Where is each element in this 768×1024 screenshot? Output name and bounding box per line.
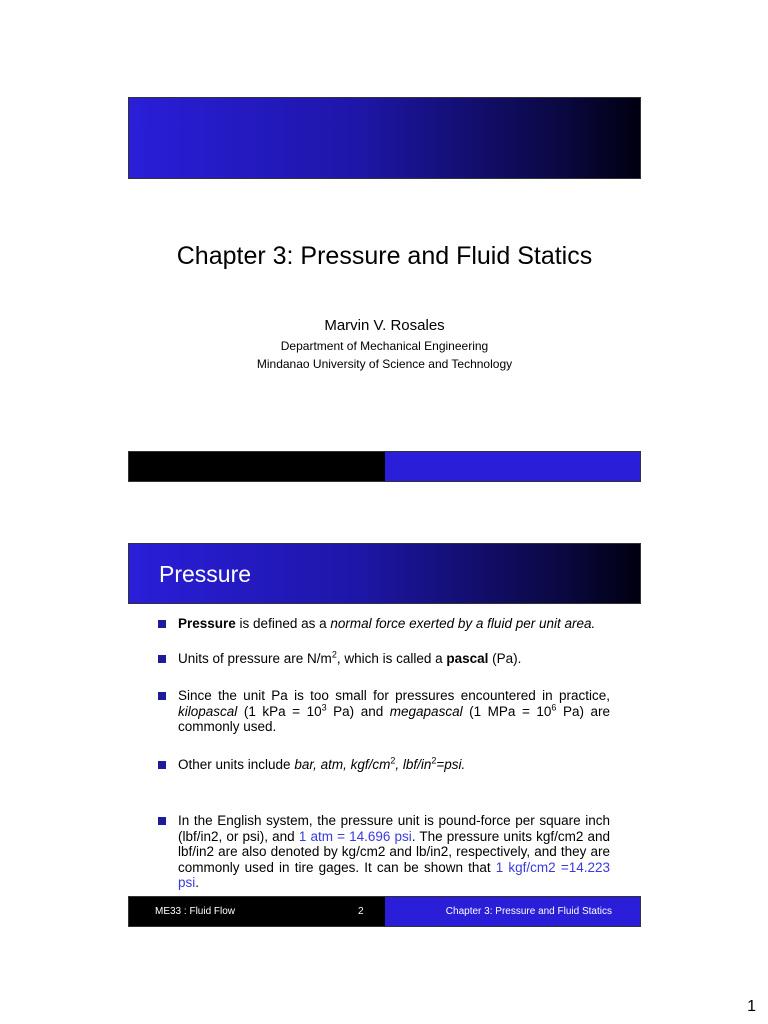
slide1-title: Chapter 3: Pressure and Fluid Statics <box>176 242 593 270</box>
slide1-header-banner <box>128 97 641 179</box>
superscript: 2 <box>331 649 337 660</box>
bullet-square-icon <box>158 692 166 700</box>
slide2-footer-bar <box>128 896 641 927</box>
term-pressure: Pressure <box>178 616 236 631</box>
superscript: 2 <box>431 755 437 766</box>
text: Since the unit Pa is too small for pressures encountered in practice, <box>178 688 610 703</box>
bullet-english-system <box>158 813 610 891</box>
bullet-definition <box>158 616 610 632</box>
definition-text: normal force exerted by a fluid per unit area. <box>330 616 596 631</box>
footer-chapter: Chapter 3: Pressure and Fluid Statics <box>445 906 612 917</box>
page-number: 1 <box>747 998 756 1015</box>
bullet-square-icon <box>158 620 166 628</box>
text: , which is called a <box>336 651 447 666</box>
slide1-footer-blue <box>385 452 640 481</box>
slide1-footer-black <box>129 452 385 481</box>
footer-slide-number: 2 <box>358 906 364 917</box>
text: . <box>195 875 200 890</box>
text: Pa) are commonly used. <box>178 703 610 734</box>
slide1-footer-bar <box>128 451 641 482</box>
slide1-affiliation <box>128 337 641 373</box>
term-pascal: pascal <box>446 651 489 666</box>
text: (1 kPa = 10 <box>237 703 322 719</box>
text: Other units include <box>178 757 295 772</box>
units-text: =psi. <box>436 757 466 772</box>
atm-conversion: 1 atm = 14.696 psi <box>298 828 412 844</box>
bullet-square-icon <box>158 817 166 825</box>
slide1-author: Marvin V. Rosales <box>324 317 445 334</box>
text: . The pressure units kgf/cm2 and lbf/in2 are also denoted by kg/cm2 and lb/in2, respectively, and they are commonly used in tire gages. It can be shown that <box>178 828 610 875</box>
slide1-department: Department of Mechanical Engineering <box>280 339 489 353</box>
superscript: 2 <box>390 755 396 766</box>
bullet-square-icon <box>158 761 166 769</box>
bullet-square-icon <box>158 655 166 663</box>
units-text: , lbf/in <box>395 757 432 772</box>
superscript: 6 <box>551 702 557 712</box>
slide2-footer-left <box>129 897 385 926</box>
term-megapascal: megapascal <box>389 703 463 719</box>
text: In the English system, the pressure unit is pound-force per square inch (lbf/in2, or psi), and <box>178 813 610 844</box>
bullet-other-units <box>158 757 610 773</box>
text: Pa) and <box>326 703 390 719</box>
bullet-kpa-mpa <box>158 688 610 735</box>
footer-course: ME33 : Fluid Flow <box>155 906 236 917</box>
units-text: bar, atm, kgf/cm <box>294 757 391 772</box>
term-kilopascal: kilopascal <box>178 703 238 719</box>
slide1-university: Mindanao University of Science and Technology <box>256 357 513 371</box>
text: (Pa). <box>488 651 522 666</box>
text: is defined as a <box>235 616 331 631</box>
superscript: 3 <box>321 702 327 712</box>
text: (1 MPa = 10 <box>462 703 552 719</box>
slide2-footer-right <box>385 897 640 926</box>
slide2-heading: Pressure <box>159 561 252 587</box>
bullet-units <box>158 651 610 667</box>
text: Units of pressure are N/m <box>178 651 332 666</box>
kgf-conversion: 1 kgf/cm2 =14.223 psi <box>178 859 610 890</box>
